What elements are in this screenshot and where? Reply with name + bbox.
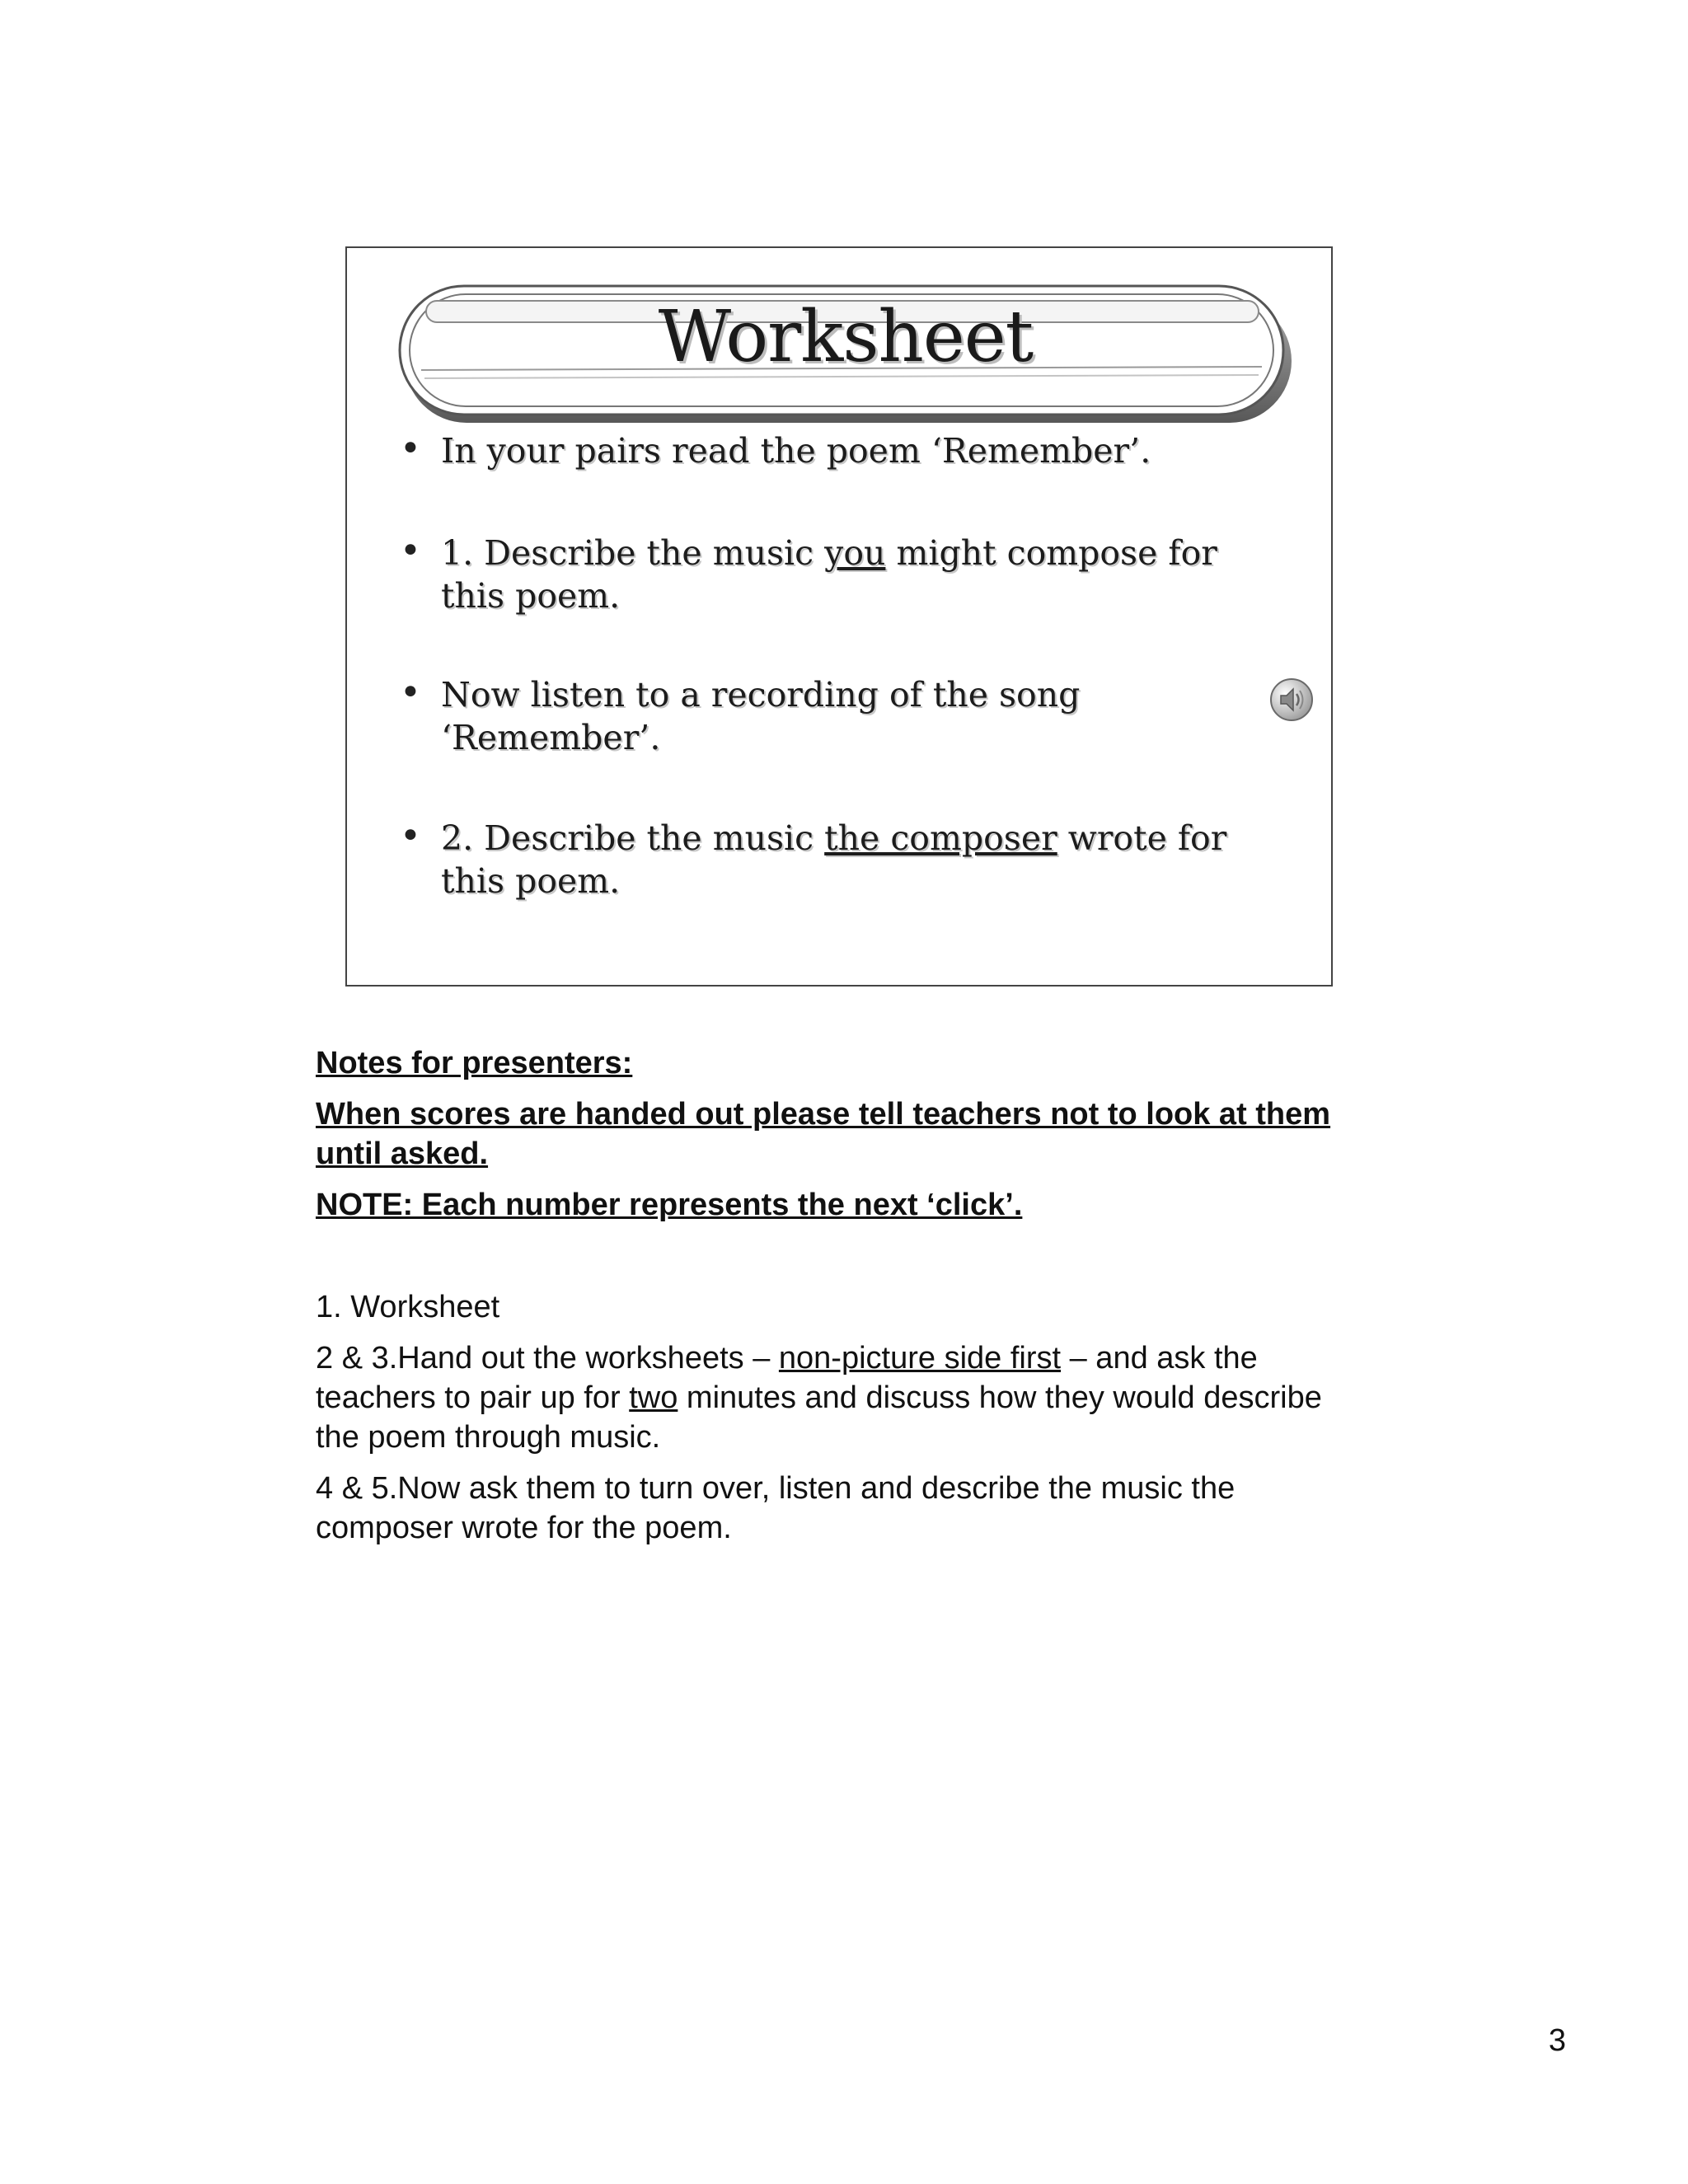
bullet-text-after: wrote for this poem. (441, 818, 1227, 901)
title-banner (396, 281, 1295, 428)
bullet-list (400, 429, 1273, 902)
bullet-text: In your pairs read the poem ‘Remember’. (441, 431, 1151, 471)
bullet-read-poem (400, 429, 1273, 472)
bullet-text: Now listen to a recording of the song ‘Remember’. (441, 675, 1081, 757)
bullet-text-after: might compose for this poem. (441, 533, 1217, 616)
speaker-icon[interactable] (1268, 677, 1315, 723)
bullet-text-before: 2. Describe the music (441, 818, 825, 858)
notes-item-2-after: minutes and discuss how they would describe the poem through music. (316, 1380, 1322, 1455)
bullet-listen-recording (400, 673, 1273, 759)
notes-instruction: When scores are handed out please tell teachers not to look at them until asked. (316, 1097, 1331, 1171)
notes-item-2-underlined-1: non-picture side first (778, 1341, 1062, 1376)
bullet-describe-composer-music (400, 817, 1273, 902)
page-number: 3 (1548, 2023, 1566, 2058)
bullet-text-before: 1. Describe the music (441, 533, 825, 573)
notes-item-1: 1. Worksheet (316, 1290, 500, 1324)
bullet-describe-own-music (400, 532, 1273, 617)
slide-thumbnail (345, 246, 1333, 987)
notes-item-3: 4 & 5.Now ask them to turn over, listen and describe the music the composer wrote for the poem. (316, 1471, 1236, 1545)
notes-item-2 (316, 1338, 1346, 1457)
notes-item-2-underlined-2: two (629, 1380, 678, 1415)
notes-item-2-middle: – and ask the teachers to pair up for (316, 1341, 1258, 1415)
notes-heading: Notes for presenters: (316, 1046, 633, 1080)
bullet-text-underlined: the composer (824, 818, 1057, 858)
notes-click-note: NOTE: Each number represents the next ‘click’. (316, 1188, 1023, 1222)
notes-item-2-before: 2 & 3.Hand out the worksheets – (316, 1341, 779, 1376)
bullet-text-underlined: you (824, 533, 886, 573)
slide-title: Worksheet (658, 296, 1034, 378)
presenter-notes (316, 1043, 1346, 1548)
